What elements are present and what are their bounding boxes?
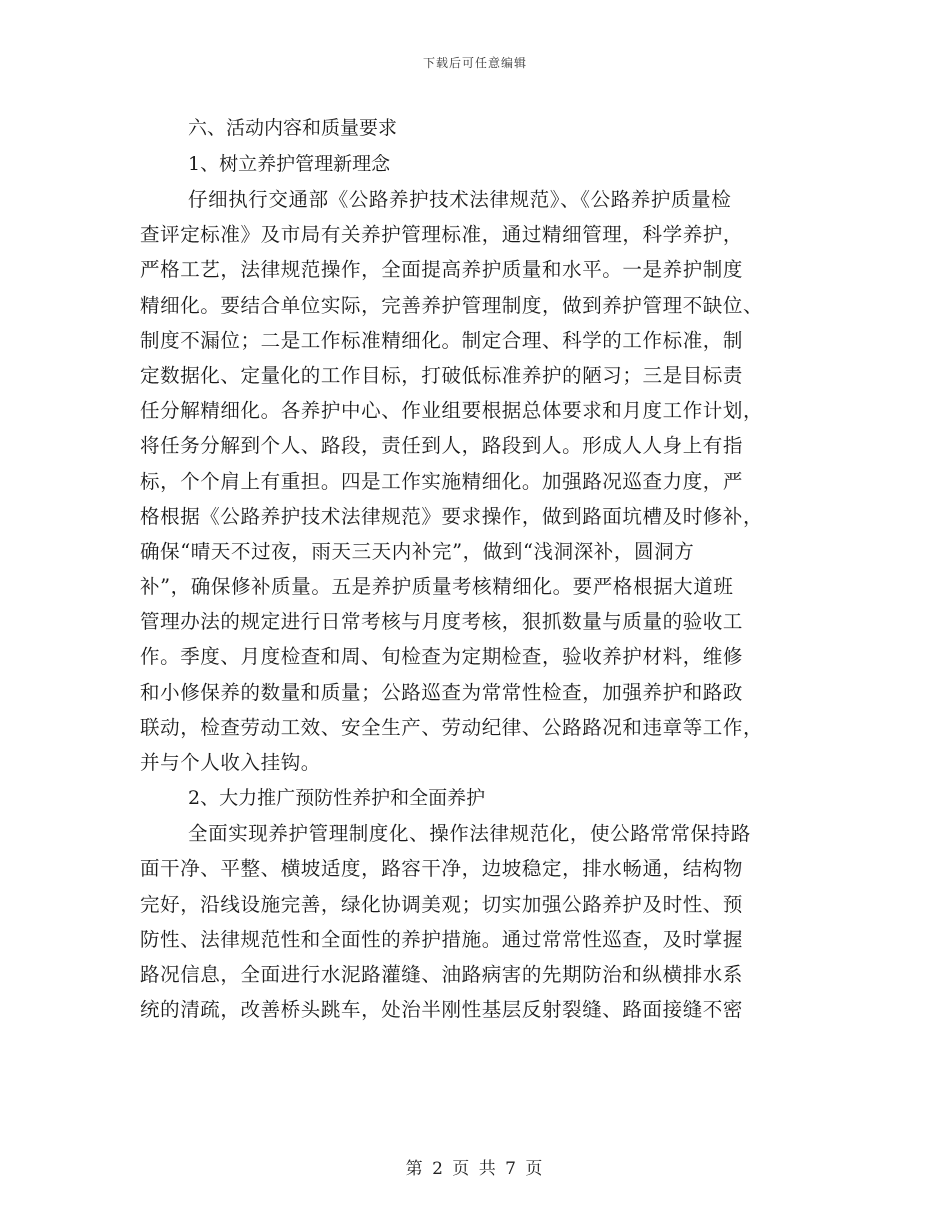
paragraph-line: 全面实现养护管理制度化、操作法律规范化，使公路常常保持路 bbox=[188, 822, 751, 846]
paragraph-line: 并与个人收入挂钩。 bbox=[140, 751, 321, 774]
paragraph-line: 仔细执行交通部《公路养护技术法律规范》、《公路养护质量检 bbox=[188, 188, 732, 211]
paragraph-line: 标，个个肩上有重担。四是工作实施精细化。加强路况巡查力度，严 bbox=[140, 469, 744, 493]
paragraph-line: 统的清疏，改善桥头跳车，处治半刚性基层反射裂缝、路面接缝不密 bbox=[140, 998, 744, 1022]
section-heading: 六、活动内容和质量要求 bbox=[188, 117, 398, 139]
paragraph-line: 格根据《公路养护技术法律规范》要求操作，做到路面坑槽及时修补， bbox=[140, 504, 764, 528]
paragraph bbox=[140, 816, 810, 1027]
paragraph-line: 确保“晴天不过夜，雨天三天内补完”，做到“浅洞深补，圆洞方 bbox=[140, 539, 695, 563]
paragraph-line: 精细化。要结合单位实际，完善养护管理制度，做到养护管理不缺位、 bbox=[140, 293, 764, 317]
paragraph-line: 完好，沿线设施完善，绿化协调美观；切实加强公路养护及时性、预 bbox=[140, 892, 744, 916]
page-number: 第 2 页 共 7 页 bbox=[405, 1159, 545, 1179]
download-note: 下载后可任意编辑 bbox=[422, 56, 527, 70]
paragraph bbox=[140, 182, 810, 780]
paragraph-line: 制度不漏位；二是工作标准精细化。制定合理、科学的工作标准，制 bbox=[140, 328, 744, 352]
paragraph-line: 查评定标准》及市局有关养护管理标准，通过精细管理，科学养护， bbox=[140, 223, 744, 247]
paragraph-line: 作。季度、月度检查和周、旬检查为定期检查，验收养护材料，维修 bbox=[140, 645, 744, 669]
paragraph-line: 严格工艺，法律规范操作，全面提高养护质量和水平。一是养护制度 bbox=[140, 258, 744, 282]
paragraph-line: 管理办法的规定进行日常考核与月度考核，狠抓数量与质量的验收工 bbox=[140, 610, 744, 634]
paragraph-line: 面干净、平整、横坡适度，路容干净，边坡稳定，排水畅通，结构物 bbox=[140, 857, 744, 881]
paragraph-line: 任分解精细化。各养护中心、作业组要根据总体要求和月度工作计划， bbox=[140, 399, 764, 423]
document-body bbox=[140, 110, 810, 1027]
subsection-heading: 2、大力推广预防性养护和全面养护 bbox=[188, 787, 486, 810]
paragraph-line: 定数据化、定量化的工作目标，打破低标准养护的陋习；三是目标责 bbox=[140, 363, 744, 387]
subsection-heading: 1、树立养护管理新理念 bbox=[188, 153, 391, 175]
paragraph-line: 补”，确保修补质量。五是养护质量考核精细化。要严格根据大道班 bbox=[140, 575, 734, 599]
paragraph-line: 联动，检查劳动工效、安全生产、劳动纪律、公路路况和违章等工作， bbox=[140, 715, 764, 739]
paragraph-line: 防性、法律规范性和全面性的养护措施。通过常常性巡查，及时掌握 bbox=[140, 927, 744, 951]
paragraph-line: 和小修保养的数量和质量；公路巡查为常常性检查，加强养护和路政 bbox=[140, 680, 744, 704]
paragraph-line: 将任务分解到个人、路段，责任到人，路段到人。形成人人身上有指 bbox=[140, 434, 744, 458]
paragraph-line: 路况信息，全面进行水泥路灌缝、油路病害的先期防治和纵横排水系 bbox=[140, 962, 744, 986]
